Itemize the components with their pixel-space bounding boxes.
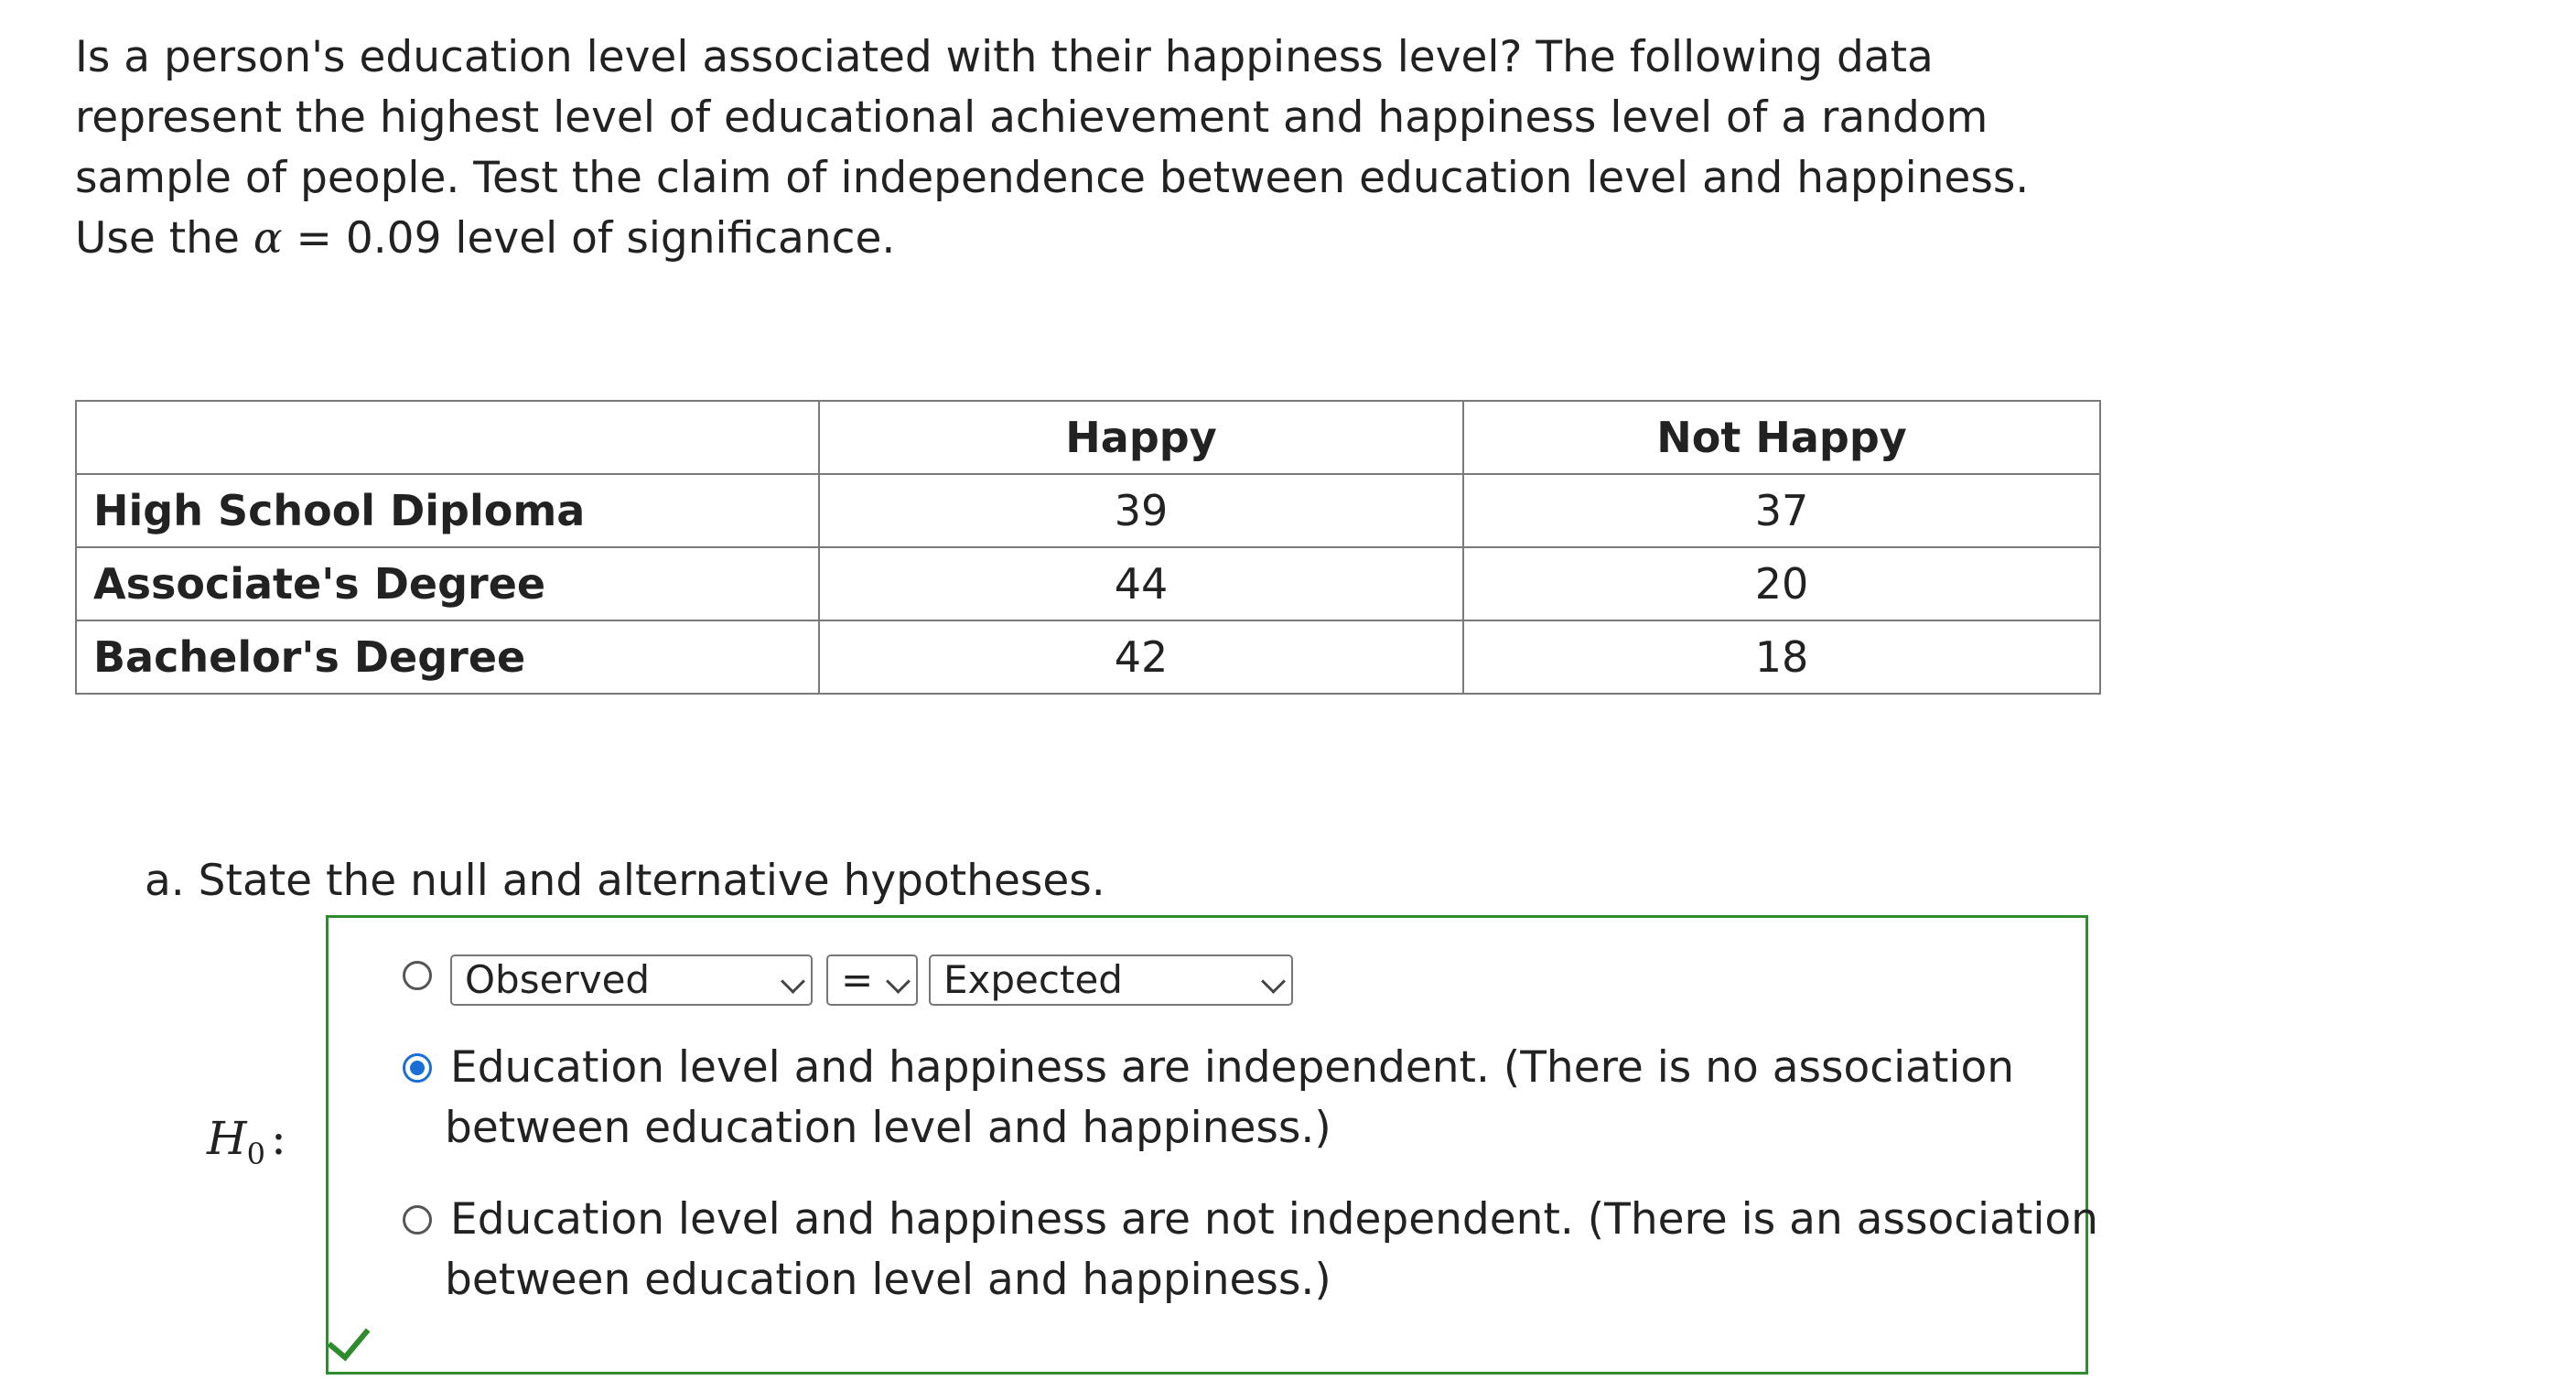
- row-label: Bachelor's Degree: [76, 620, 819, 694]
- table-row: [76, 620, 2100, 694]
- part-a-prompt: a. State the null and alternative hypotheses.: [145, 856, 1105, 906]
- alpha-symbol: α: [253, 213, 283, 264]
- h0-label: $H_0$ :: [207, 1112, 286, 1171]
- chevron-down-icon: [781, 969, 805, 994]
- table-row: [76, 547, 2100, 620]
- question-text: Is a person's education level associated with their happiness level? The following data represent the highest level of educational achievement and happiness level of a random sample of people. Test the claim of independence between education level and happiness. Use the α = 0.09 level of significance.: [75, 32, 2030, 264]
- cell-happy: 39: [819, 474, 1463, 547]
- table-row: [76, 474, 2100, 547]
- option-independent-line2: between education level and happiness.): [445, 1103, 1331, 1153]
- row-label: High School Diploma: [76, 474, 819, 547]
- table-header-not-happy: Not Happy: [1463, 401, 2100, 474]
- option-not-independent-line2: between education level and happiness.): [445, 1255, 1331, 1305]
- cell-not-happy: 20: [1463, 547, 2100, 620]
- cell-not-happy: 37: [1463, 474, 2100, 547]
- cell-not-happy: 18: [1463, 620, 2100, 694]
- radio-option-not-independent[interactable]: [403, 1205, 432, 1235]
- relation-select[interactable]: =: [826, 954, 918, 1006]
- option-independent-line1: Education level and happiness are independent. (There is no association: [450, 1042, 2014, 1093]
- radio-option-independent[interactable]: [403, 1053, 432, 1083]
- table-header-happy: Happy: [819, 401, 1463, 474]
- option-not-independent-line1: Education level and happiness are not independent. (There is an association: [450, 1194, 2098, 1245]
- cell-happy: 44: [819, 547, 1463, 620]
- radio-option-observed-expected[interactable]: [403, 961, 432, 990]
- table-header-row: [76, 401, 2100, 474]
- contingency-table: [75, 400, 2101, 695]
- cell-happy: 42: [819, 620, 1463, 694]
- table-header-empty: [76, 401, 819, 474]
- chevron-down-icon: [886, 969, 911, 994]
- row-label: Associate's Degree: [76, 547, 819, 620]
- expected-select[interactable]: Expected: [929, 954, 1293, 1006]
- observed-select[interactable]: Observed: [450, 954, 813, 1006]
- chevron-down-icon: [1261, 969, 1286, 994]
